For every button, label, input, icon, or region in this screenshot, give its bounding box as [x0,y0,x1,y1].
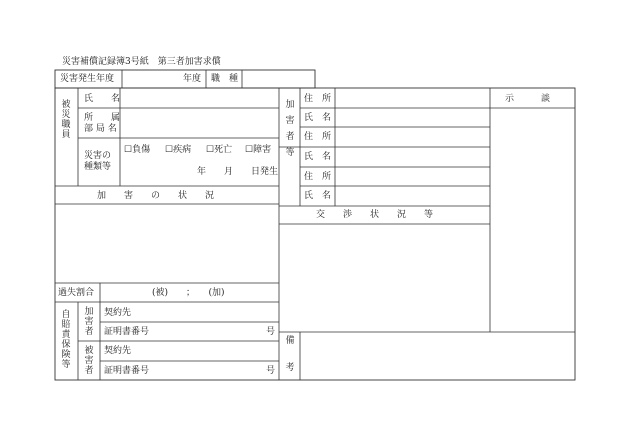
victim-name-label: 氏 名 [84,94,121,104]
year-suffix: 年度 [183,74,202,84]
job-field[interactable] [243,71,314,87]
checkbox-illness-label: 疾病 [173,145,192,155]
fault-ratio-label: 過失割合 [58,288,95,298]
checkbox-death-label: 死亡 [214,145,233,155]
perpetrator-name-label-2: 氏 名 [304,152,332,162]
fault-ratio-value: (被) ； (加) [152,288,225,298]
settlement-field[interactable] [491,109,574,331]
victim-name-field[interactable] [121,89,278,107]
remarks-label: 備 考 [285,336,295,373]
victim-certificate-label: 証明書番号 [104,366,150,376]
disaster-year-label: 災害発生年度 [60,74,115,84]
checkbox-death[interactable]: ☐死亡 [206,145,233,155]
perpetrator-address-label-3: 住 所 [304,172,332,182]
remarks-field[interactable] [301,333,574,379]
situation-header: 加 害 の 状 況 [97,191,215,201]
situation-field[interactable] [56,205,278,282]
checkbox-injury[interactable]: ☐負傷 [124,145,151,155]
perpetrator-section-label: 加 害 者 等 [285,100,295,158]
checkbox-illness[interactable]: ☐疾病 [165,145,192,155]
job-label: 職 種 [211,74,239,84]
insurance-section-label: 自 賠 責 保 険 等 [61,310,71,370]
perpetrator-address-label-2: 住 所 [304,132,332,142]
negotiation-header: 交 渉 状 況 等 [316,210,434,220]
victim-certificate-suffix: 号 [266,366,276,376]
victim-contract-label: 契約先 [104,346,132,356]
occurrence-date-text: 年 月 日発生 [197,167,279,177]
perpetrator-certificate-label: 証明書番号 [104,327,150,337]
negotiation-field[interactable] [280,225,489,331]
perpetrator-name-label-1: 氏 名 [304,113,332,123]
checkbox-disability[interactable]: ☐障害 [245,145,272,155]
perpetrator-certificate-suffix: 号 [266,327,276,337]
victim-dept-field[interactable] [121,109,278,137]
perpetrator-address-label-1: 住 所 [304,94,332,104]
disaster-type-label: 災害の 種類等 [84,151,112,172]
perpetrator-name-label-3: 氏 名 [304,191,332,201]
victim-section-label: 被 災 職 員 [61,100,71,140]
perpetrator-fields[interactable] [336,89,489,205]
form-title: 災害補償記録簿3号紙 第三者加害求償 [62,57,221,67]
insurance-perpetrator-label: 加 害 者 [84,307,94,337]
checkbox-disability-label: 障害 [253,145,272,155]
settlement-header: 示 談 [505,94,551,104]
victim-dept-label: 所 属 部 局 名 [84,113,121,134]
checkbox-injury-label: 負傷 [132,145,151,155]
perpetrator-contract-label: 契約先 [104,308,132,318]
insurance-victim-label: 被 害 者 [84,346,94,376]
